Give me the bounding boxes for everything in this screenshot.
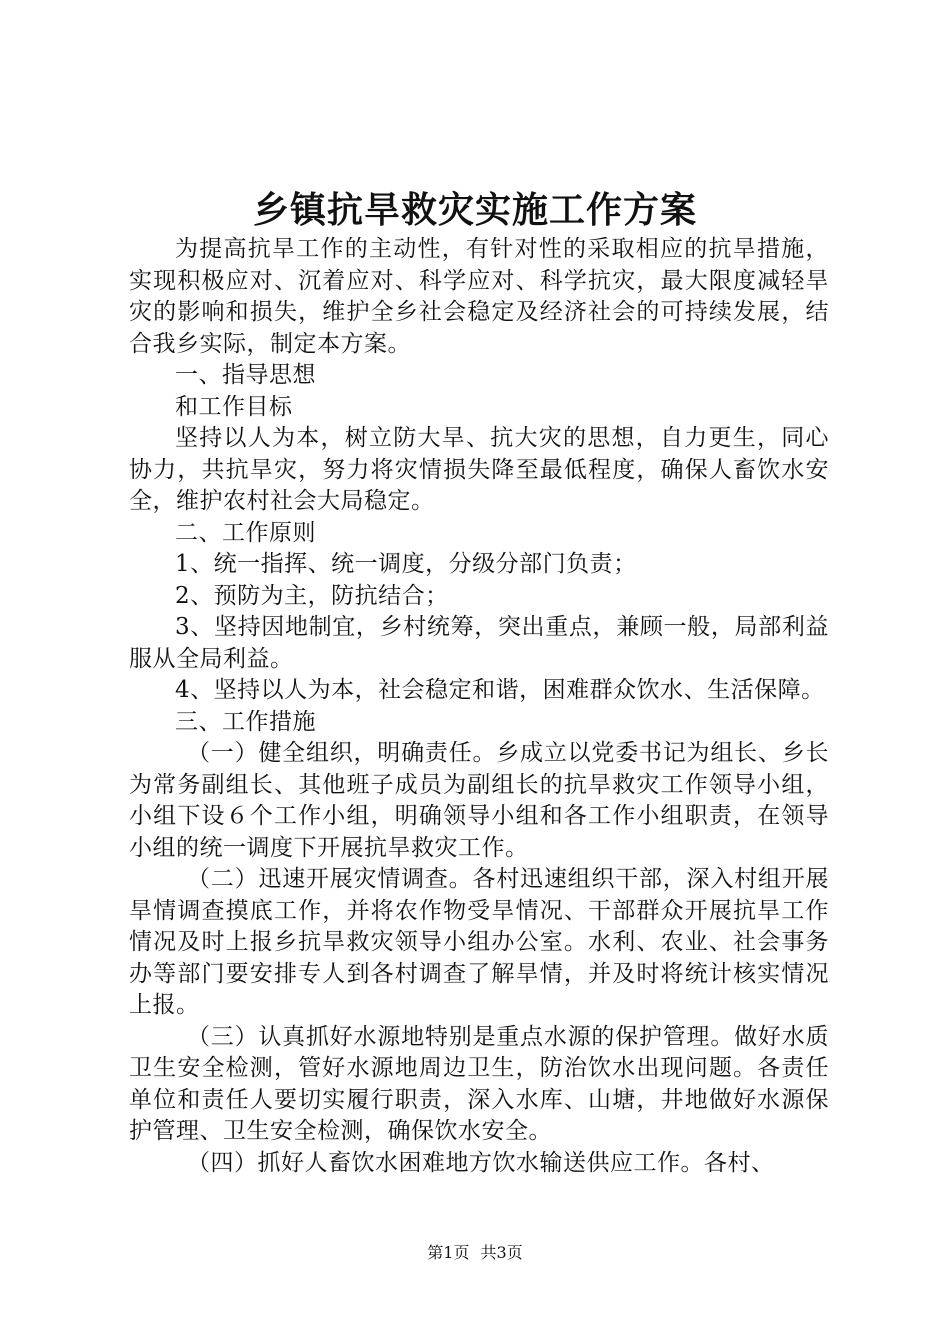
guiding-thought-paragraph: 坚持以人为本，树立防大旱、抗大灾的思想，自力更生，同心协力，共抗旱灾，努力将灾情损失降至最低程度，确保人畜饮水安全，维护农村社会大局稳定。 (129, 425, 829, 514)
principle-item-2: 2、预防为主，防抗结合； (175, 582, 449, 609)
measure-item-3: （三）认真抓好水源地特别是重点水源的保护管理。做好水质卫生安全检测，管好水源地周边卫生，防治饮水出现问题。各责任单位和责任人要切实履行职责，深入水库、山塘，井地做好水源保护管理、卫生安全检测，确保饮水安全。 (129, 1023, 829, 1144)
section-heading-work-goal: 和工作目标 (175, 393, 293, 420)
section-heading-work-measures: 三、工作措施 (175, 708, 316, 735)
document-title: 乡镇抗旱救灾实施工作方案 (252, 189, 697, 231)
page-number: 第1页 (427, 1243, 470, 1262)
principle-item-4: 4、坚持以人为本，社会稳定和谐，困难群众饮水、生活保障。 (175, 677, 825, 703)
intro-paragraph: 为提高抗旱工作的主动性，有针对性的采取相应的抗旱措施，实现积极应对、沉着应对、科学应对、科学抗灾，最大限度减轻旱灾的影响和损失，维护全乡社会稳定及经济社会的可持续发展，结合我乡实际，制定本方案。 (129, 236, 829, 357)
principle-item-3: 3、坚持因地制宜，乡村统筹，突出重点，兼顾一般，局部利益服从全局利益。 (129, 614, 829, 672)
measure-item-1: （一）健全组织，明确责任。乡成立以党委书记为组长、乡长为常务副组长、其他班子成员为副组长的抗旱救灾工作领导小组，小组下设６个工作小组，明确领导小组和各工作小组职责，在领导小组的统一调度下开展抗旱救灾工作。 (129, 740, 829, 861)
page-footer (0, 1242, 950, 1264)
principle-item-1: 1、统一指挥、统一调度，分级分部门负责； (175, 551, 637, 577)
measure-item-2: （二）迅速开展灾情调查。各村迅速组织干部，深入村组开展旱情调查摸底工作，并将农作物受旱情况、干部群众开展抗旱工作情况及时上报乡抗旱救灾领导小组办公室。水利、农业、社会事务办等部门要安排专人到各村调查了解旱情，并及时将统计核实情况上报。 (129, 866, 829, 1018)
page-total: 共3页 (480, 1243, 523, 1262)
measure-item-4: （四）抓好人畜饮水困难地方饮水输送供应工作。各村、 (187, 1149, 775, 1176)
document-body (129, 234, 829, 1179)
section-heading-work-principles: 二、工作原则 (175, 519, 316, 546)
section-heading-guiding-thought: 一、指导思想 (175, 362, 316, 388)
